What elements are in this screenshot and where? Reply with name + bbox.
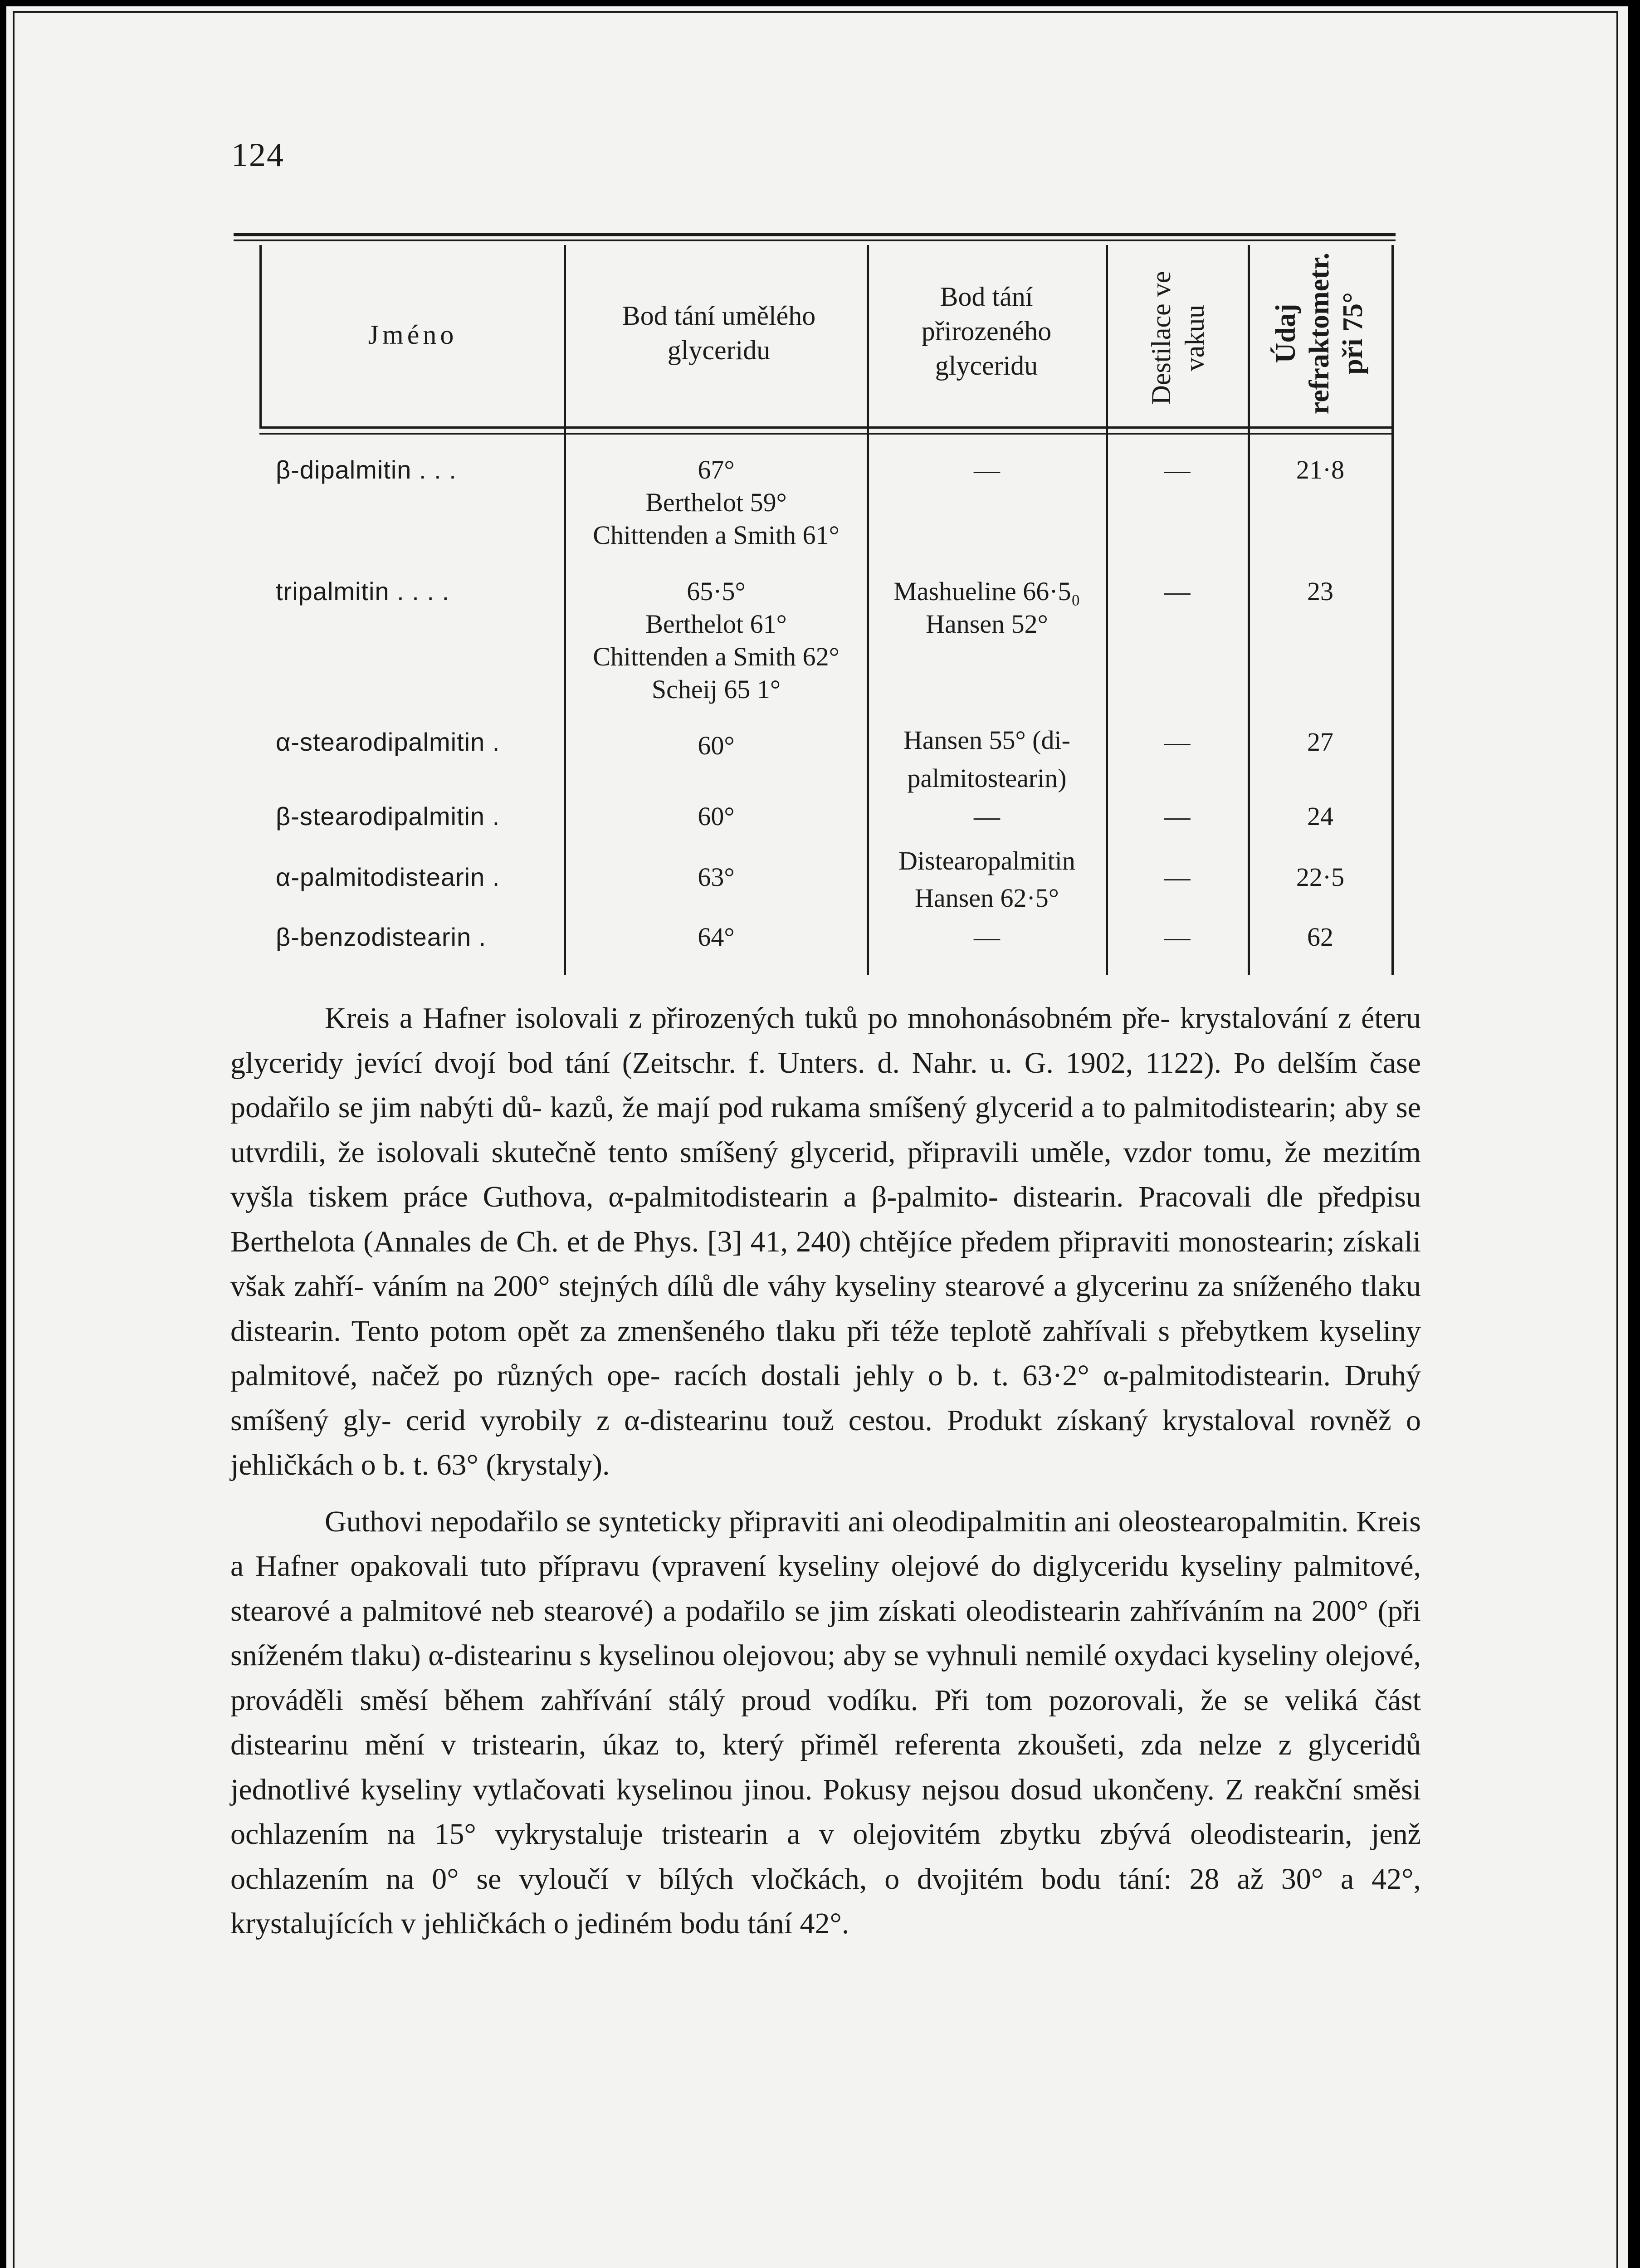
body-text	[230, 996, 1421, 1946]
row-name: β-stearodipalmitin .	[276, 802, 500, 831]
row-distillation: —	[1164, 802, 1191, 831]
row-artificial-line: Chittenden a Smith 62°	[593, 642, 840, 671]
row-distillation: —	[1164, 727, 1191, 757]
row-artificial-line: Berthelot 61°	[645, 609, 787, 639]
row-natural-line: palmitostearin)	[907, 763, 1067, 793]
row-name: β-benzodistearin .	[276, 923, 487, 951]
row-natural-line: —	[974, 802, 1000, 831]
table-top-rule-thin	[234, 240, 1396, 241]
paragraph-1: Kreis a Hafner isolovali z přirozených tuků po mnohonásobném pře- krystalování z éteru glyceridy jevící dvojí bod tání (Zeitschr. f. Unters. d. Nahr. u. G. 1902, 1122). Po delším čase podařilo se jim nabýti dů- kazů, že mají pod rukama smíšený glycerid a to palmitodistearin; aby se utvrdili, že isolovali skutečně tento smíšený glycerid, připravili uměle, vzdor tomu, že mezitím vyšla tiskem práce Guthova, α-palmitodistearin a β-palmito- distearin. Pracovali dle předpisu Berthelota (Annales de Ch. et de Phys. [3] 41, 240) chtějíce předem připraviti monostearin; získali však zahří- váním na 200° stejných dílů dle váhy kyseliny stearové a glycerinu za sníženého tlaku distearin. Tento potom opět za zmenšeného tlaku při téže teplotě zahřívali s přebytkem kyseliny palmitové, načež po různých ope- racích dostali jehly o b. t. 63·2° α-palmitodistearin. Druhý smíšený gly- cerid vyrobily z α-distearinu touž cestou. Produkt získaný krystaloval rovněž o jehličkách o b. t. 63° (krystaly).	[230, 1002, 1421, 1481]
page-number: 124	[231, 137, 284, 174]
row-refractometer: 21·8	[1296, 455, 1345, 484]
col-divider-6	[1391, 245, 1394, 975]
row-refractometer: 22·5	[1296, 862, 1345, 892]
header-artificial: Bod tání umělého glyceridu	[622, 301, 816, 365]
header-refractometer: Údaj refraktometr. při 75°	[1270, 252, 1368, 415]
row-distillation: —	[1164, 862, 1191, 892]
row-refractometer: 62	[1307, 922, 1333, 952]
row-distillation: —	[1164, 455, 1191, 484]
row-artificial-line: Berthelot 59°	[645, 488, 787, 517]
row-artificial-line: 60°	[698, 731, 735, 760]
row-natural-line: Hansen 55° (di-	[903, 725, 1070, 755]
melting-point-table	[0, 0, 1640, 998]
header-name: Jméno	[368, 320, 458, 350]
row-artificial-line: Scheij 65 1°	[651, 675, 781, 704]
row-distillation: —	[1164, 922, 1191, 952]
table-top-rule	[234, 233, 1396, 236]
row-natural-line: —	[974, 455, 1000, 484]
row-artificial-line: 67°	[698, 455, 735, 484]
header-distillation: Destilace ve vakuu	[1146, 271, 1210, 405]
row-artificial-line: Chittenden a Smith 61°	[593, 520, 840, 550]
row-artificial-line: 65·5°	[687, 577, 746, 606]
row-name: α-palmitodistearin .	[276, 863, 500, 891]
paragraph-2: Guthovi nepodařilo se synteticky připraviti ani oleodipalmitin ani oleostearopalmitin. Kreis a Hafner opakovali tuto přípravu (vpravení kyseliny olejové do diglyceridu kyseliny palmitové, stearové a palmitové neb stearové) a podařilo se jim získati oleodistearin zahříváním na 200° (při sníženém tlaku) α-distearinu s kyselinou olejovou; aby se vyhnuli nemilé oxydaci kyseliny olejové, prováděli směsí během zahřívání stálý proud vodíku. Při tom pozorovali, že se veliká část distearinu mění v tristearin, úkaz to, který přiměl referenta zkoušeti, zda nelze z glyceridů jednotlivé kyseliny vytlačovati kyselinou jinou. Pokusy nejsou dosud ukončeny. Z reakční směsi ochlazením na 15° vykrystaluje tristearin a v olejovitém zbytku zbývá oleodistearin, jenž ochlazením na 0° se vyloučí v bílých vločkách, o dvojitém bodu tání: 28 až 30° a 42°, krystalujících v jehličkách o jediném bodu tání 42°.	[230, 1505, 1421, 1940]
row-artificial-line: 63°	[698, 862, 735, 892]
table-header-rule	[259, 426, 1391, 429]
row-refractometer: 24	[1307, 802, 1333, 831]
row-natural-line: Mashueline 66·5₀	[893, 577, 1080, 606]
row-artificial-line: 64°	[698, 922, 735, 952]
row-name: β-dipalmitin . . .	[276, 455, 457, 484]
header-natural: Bod tání přirozeného glyceridu	[921, 282, 1052, 381]
col-divider-1	[259, 245, 262, 427]
row-refractometer: 27	[1307, 727, 1333, 757]
row-refractometer: 23	[1307, 577, 1333, 606]
row-natural-line: Distearopalmitin	[898, 846, 1075, 875]
row-natural-line: Hansen 52°	[926, 609, 1048, 639]
row-artificial-line: 60°	[698, 802, 735, 831]
row-natural-line: —	[974, 922, 1000, 952]
row-name: α-stearodipalmitin .	[276, 728, 500, 756]
row-name: tripalmitin . . . .	[276, 577, 450, 606]
table-header-rule-thin	[259, 433, 1391, 435]
row-natural-line: Hansen 62·5°	[915, 883, 1059, 913]
row-distillation: —	[1164, 577, 1191, 606]
